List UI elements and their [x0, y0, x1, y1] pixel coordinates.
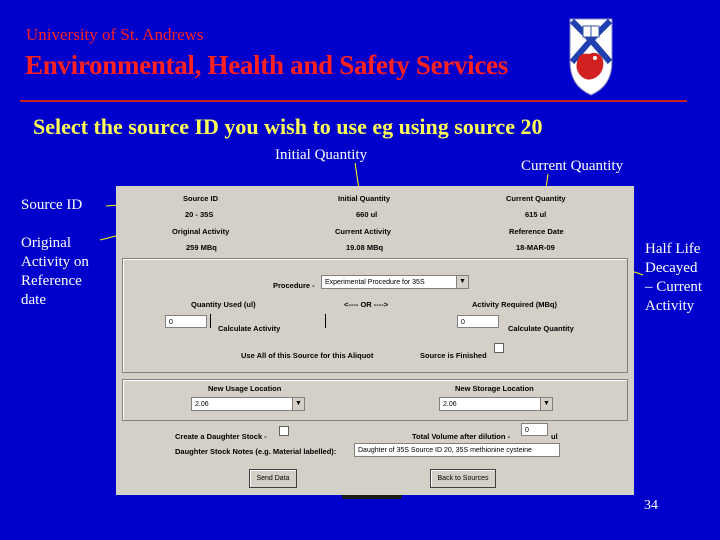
- quantity-used-input[interactable]: 0: [165, 315, 207, 328]
- half-life-line: Activity: [645, 298, 695, 314]
- storage-location-value: 2.06: [443, 401, 457, 408]
- university-name: University of St. Andrews: [26, 25, 204, 44]
- window-edge-bar: [342, 495, 402, 499]
- daughter-notes-input[interactable]: Daughter of 35S Source ID 20, 35S methionine cysteine: [354, 443, 560, 457]
- current-quantity-label: Current Quantity: [506, 194, 566, 203]
- usage-location-value: 2.06: [195, 401, 209, 408]
- original-activity-line: Activity on: [21, 254, 89, 270]
- total-volume-unit: ul: [551, 432, 558, 441]
- original-activity-label: Original Activity: [172, 227, 230, 236]
- instruction-heading: Select the source ID you wish to use eg using source 20: [33, 114, 543, 139]
- original-activity-line: Reference: [21, 273, 82, 289]
- chevron-down-icon[interactable]: ▼: [540, 398, 552, 410]
- usage-location-select[interactable]: [191, 397, 305, 411]
- procedure-select[interactable]: [321, 275, 469, 289]
- source-finished-label: Source is Finished: [420, 351, 487, 360]
- initial-quantity-value: 660 ul: [356, 210, 378, 219]
- chevron-down-icon[interactable]: ▼: [456, 276, 468, 288]
- page-number: 34: [644, 498, 658, 513]
- source-id-value: 20 - 35S: [185, 210, 214, 219]
- current-activity-label: Current Activity: [335, 227, 391, 236]
- source-usage-form: [116, 186, 634, 495]
- half-life-line: Half Life: [645, 241, 701, 257]
- original-activity-value: 259 MBq: [186, 243, 217, 252]
- create-daughter-stock-label: Create a Daughter Stock -: [175, 432, 267, 441]
- new-usage-location-label: New Usage Location: [208, 384, 282, 393]
- scrollbar-marker: [210, 314, 211, 328]
- reference-date-value: 18-MAR-09: [516, 243, 555, 252]
- daughter-notes-label: Daughter Stock Notes (e.g. Material labelled):: [175, 447, 337, 456]
- send-data-button[interactable]: Send Data: [249, 469, 297, 488]
- department-title: Environmental, Health and Safety Services: [25, 50, 508, 80]
- half-life-line: Decayed: [645, 260, 698, 276]
- initial-quantity-callout: Initial Quantity: [275, 147, 368, 163]
- source-id-callout: Source ID: [21, 197, 83, 213]
- calculate-quantity-button[interactable]: Calculate Quantity: [508, 324, 574, 333]
- total-volume-label: Total Volume after dilution -: [412, 432, 511, 441]
- quantity-used-label: Quantity Used (ul): [191, 300, 256, 309]
- activity-required-label: Activity Required (MBq): [472, 300, 558, 309]
- activity-required-input[interactable]: 0: [457, 315, 499, 328]
- initial-quantity-label: Initial Quantity: [338, 194, 391, 203]
- scrollbar-marker: [325, 314, 326, 328]
- use-all-source-label: Use All of this Source for this Aliquot: [241, 351, 374, 360]
- total-volume-input[interactable]: 0: [521, 423, 548, 436]
- procedure-value: Experimental Procedure for 35S: [325, 279, 425, 286]
- back-to-sources-button[interactable]: Back to Sources: [430, 469, 496, 488]
- original-activity-line: Original: [21, 235, 71, 251]
- current-quantity-callout: Current Quantity: [521, 158, 624, 174]
- current-quantity-value: 615 ul: [525, 210, 547, 219]
- source-finished-checkbox[interactable]: [494, 343, 504, 353]
- create-daughter-stock-checkbox[interactable]: [279, 426, 289, 436]
- source-id-label: Source ID: [183, 194, 219, 203]
- current-activity-value: 19.08 MBq: [346, 243, 384, 252]
- new-storage-location-label: New Storage Location: [455, 384, 534, 393]
- procedure-label: Procedure -: [273, 281, 315, 290]
- or-separator: <---- OR ---->: [344, 300, 389, 309]
- storage-location-select[interactable]: [439, 397, 553, 411]
- reference-date-label: Reference Date: [509, 227, 564, 236]
- chevron-down-icon[interactable]: ▼: [292, 398, 304, 410]
- original-activity-line: date: [21, 292, 46, 308]
- half-life-line: – Current: [645, 279, 703, 295]
- calculate-activity-button[interactable]: Calculate Activity: [218, 324, 281, 333]
